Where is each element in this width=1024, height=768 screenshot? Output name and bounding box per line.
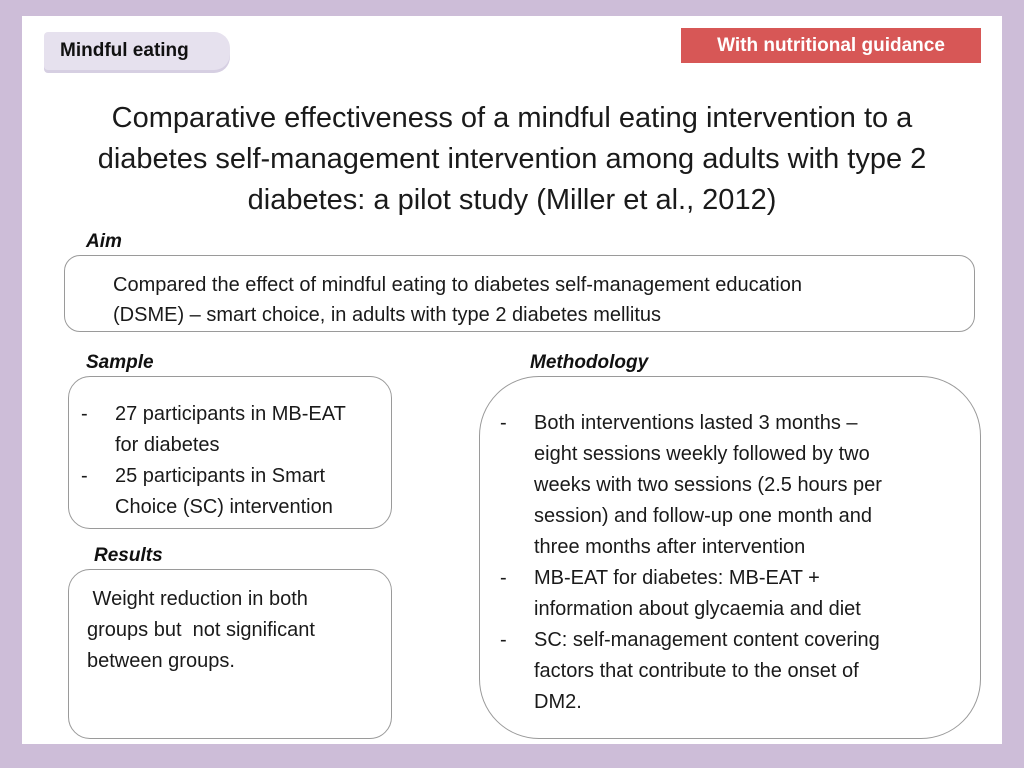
topic-tag: Mindful eating bbox=[44, 32, 230, 70]
title-line: diabetes self-management intervention among adults with type 2 bbox=[97, 143, 927, 175]
dash-bullet: - bbox=[500, 567, 507, 589]
category-tag: With nutritional guidance bbox=[681, 28, 981, 63]
sample-list bbox=[73, 399, 389, 523]
results-line: between groups. bbox=[87, 650, 235, 672]
slide-title bbox=[22, 98, 1002, 221]
aim-text bbox=[113, 270, 953, 330]
list-item-line: for diabetes bbox=[115, 434, 220, 456]
title-line: Comparative effectiveness of a mindful eating intervention to a bbox=[111, 102, 913, 134]
list-item-line: DM2. bbox=[534, 691, 582, 713]
dash-bullet: - bbox=[81, 465, 88, 487]
list-item-line: Choice (SC) intervention bbox=[115, 496, 333, 518]
list-item-line: Both interventions lasted 3 months – bbox=[534, 412, 858, 434]
results-label: Results bbox=[94, 545, 163, 566]
list-item-line: eight sessions weekly followed by two bbox=[534, 443, 870, 465]
list-item-line: 25 participants in Smart bbox=[115, 465, 326, 487]
list-item-line: 27 participants in MB-EAT bbox=[115, 403, 346, 425]
dash-bullet: - bbox=[500, 629, 507, 651]
list-item bbox=[73, 461, 389, 523]
list-item-line: session) and follow-up one month and bbox=[534, 505, 872, 527]
results-line: Weight reduction in both bbox=[87, 588, 308, 610]
list-item-line: SC: self-management content covering bbox=[534, 629, 880, 651]
list-item-line: MB-EAT for diabetes: MB-EAT + bbox=[534, 567, 820, 589]
list-item bbox=[492, 408, 972, 563]
aim-line: Compared the effect of mindful eating to diabetes self-management education bbox=[113, 274, 802, 296]
methodology-label: Methodology bbox=[530, 352, 649, 373]
sample-label: Sample bbox=[86, 352, 154, 373]
title-line: diabetes: a pilot study (Miller et al., 2012) bbox=[247, 184, 777, 216]
results-text bbox=[87, 584, 377, 677]
list-item-line: weeks with two sessions (2.5 hours per bbox=[534, 474, 882, 496]
list-item bbox=[73, 399, 389, 461]
aim-line: (DSME) – smart choice, in adults with type 2 diabetes mellitus bbox=[113, 304, 661, 326]
list-item bbox=[492, 625, 972, 718]
results-box bbox=[68, 569, 392, 739]
dash-bullet: - bbox=[500, 412, 507, 434]
aim-box bbox=[64, 255, 975, 332]
list-item-line: information about glycaemia and diet bbox=[534, 598, 861, 620]
list-item-line: three months after intervention bbox=[534, 536, 806, 558]
methodology-box bbox=[479, 376, 981, 739]
results-line: groups but not significant bbox=[87, 619, 315, 641]
methodology-list bbox=[492, 408, 972, 718]
aim-label: Aim bbox=[86, 231, 122, 252]
dash-bullet: - bbox=[81, 403, 88, 425]
slide bbox=[22, 16, 1002, 744]
sample-box bbox=[68, 376, 392, 529]
list-item bbox=[492, 563, 972, 625]
list-item-line: factors that contribute to the onset of bbox=[534, 660, 859, 682]
